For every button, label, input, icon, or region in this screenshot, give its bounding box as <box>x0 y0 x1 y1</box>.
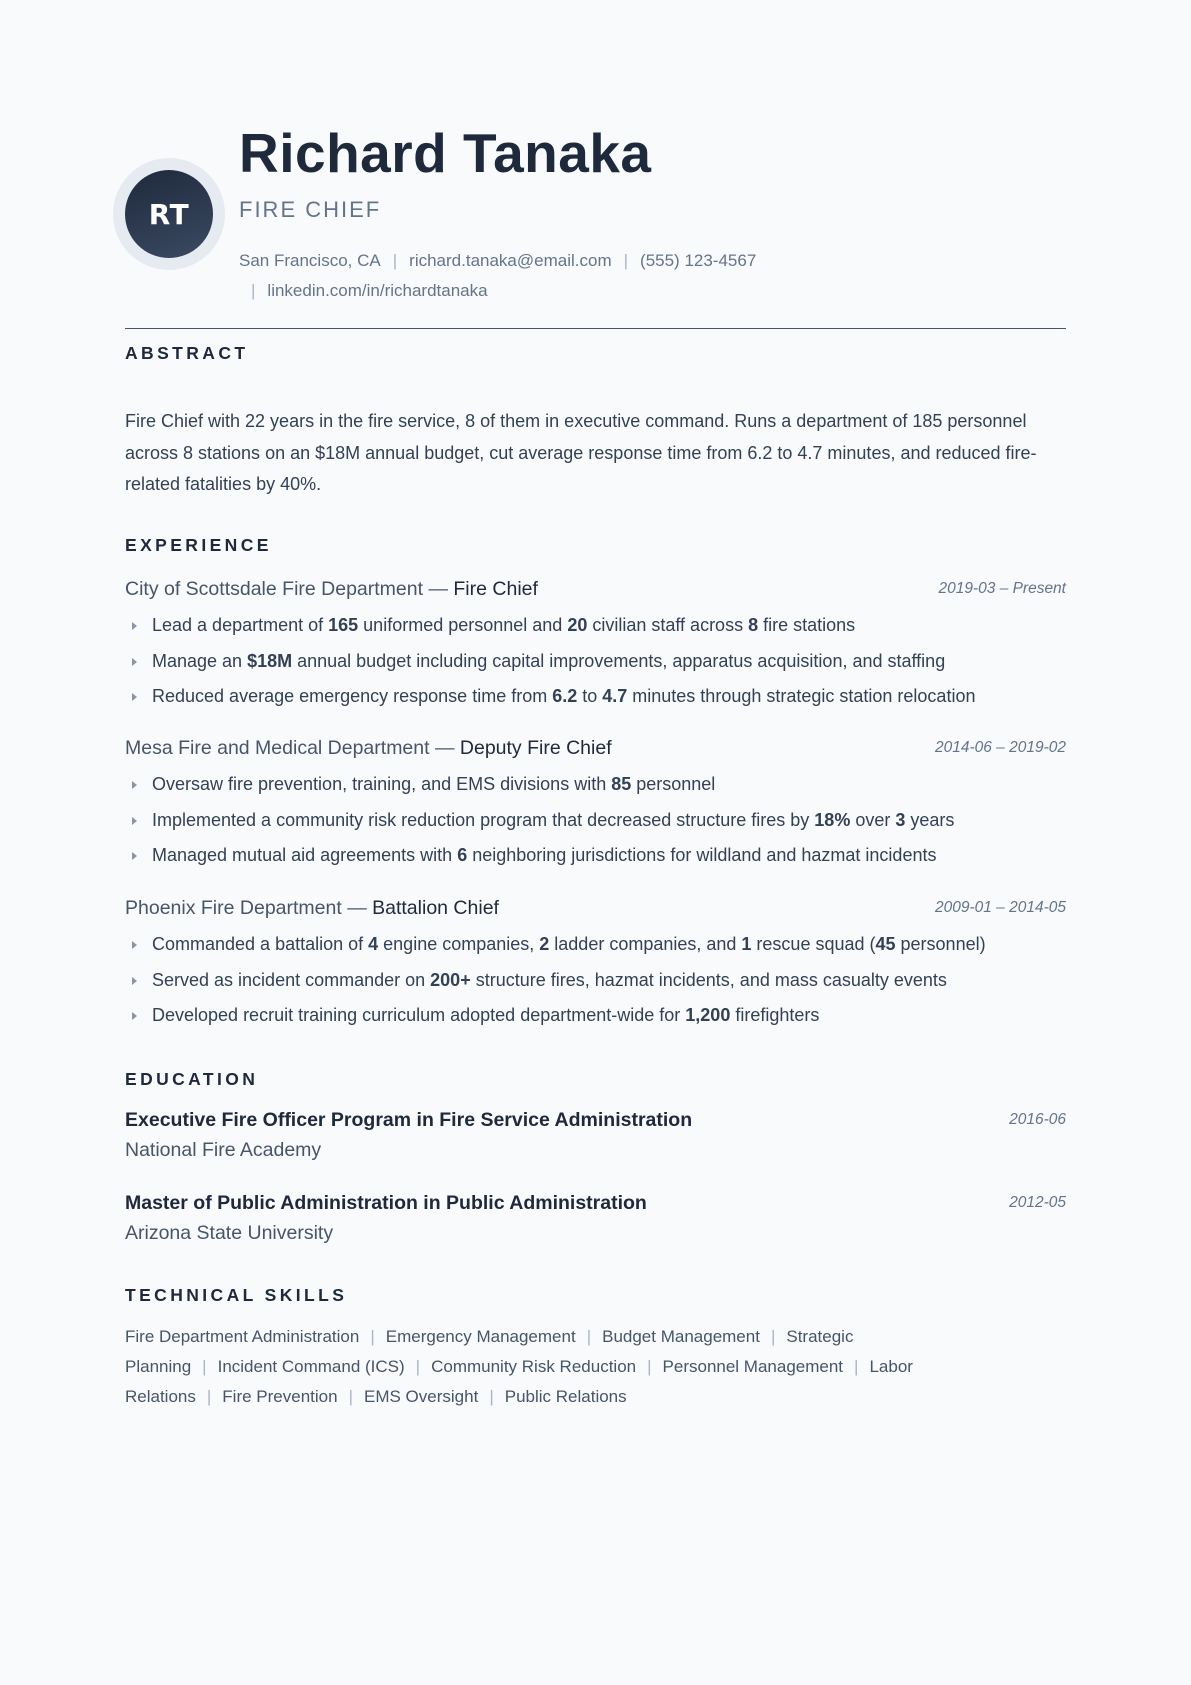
experience-company: City of Scottsdale Fire Department <box>125 578 424 600</box>
bullet-highlight: 6 <box>457 845 468 865</box>
bullet-highlight: 45 <box>875 934 896 954</box>
bullet-highlight: 2 <box>539 934 550 954</box>
bullet-text: Implemented a community risk reduction program that decreased structure fires by <box>152 809 815 830</box>
bullet-highlight: 3 <box>895 809 906 830</box>
bullet-highlight: 85 <box>611 774 632 794</box>
bullet-text: over <box>850 809 896 830</box>
bullet-text: ladder companies, and <box>549 934 742 954</box>
bullet-triangle-icon <box>132 781 137 789</box>
avatar: RT <box>125 170 213 258</box>
bullet-highlight: 200+ <box>430 969 471 990</box>
experience-dash: — <box>423 578 454 600</box>
experience-bullet <box>125 803 1066 839</box>
bullet-triangle-icon <box>132 693 137 701</box>
bullet-text: Manage an <box>152 650 248 671</box>
experience-header <box>125 574 1066 604</box>
bullet-triangle-icon <box>132 658 137 666</box>
experience-bullets <box>125 767 1066 874</box>
experience-bullet <box>125 998 1066 1034</box>
bullet-triangle-icon <box>132 1012 137 1020</box>
experience-item <box>125 574 1066 715</box>
bullet-highlight: 1 <box>741 934 752 954</box>
education-item <box>125 1188 1066 1248</box>
bullet-highlight: 165 <box>328 615 359 635</box>
bullet-triangle-icon <box>132 622 137 630</box>
bullet-triangle-icon <box>132 817 137 825</box>
education-item <box>125 1105 1066 1165</box>
skill-item: Budget Management <box>602 1327 760 1346</box>
experience-bullet <box>125 767 1066 803</box>
skill-separator: | <box>489 1387 494 1406</box>
resume-header <box>125 0 1066 330</box>
bullet-text: personnel) <box>895 934 986 954</box>
bullet-highlight: 8 <box>748 615 759 635</box>
experience-dash: — <box>341 897 373 919</box>
education-degree: Executive Fire Officer Program in Fire Service Administration <box>125 1109 693 1131</box>
bullet-highlight: 1,200 <box>685 1005 731 1025</box>
skill-item: Community Risk Reduction <box>431 1357 637 1376</box>
bullet-text: Commanded a battalion of <box>152 934 369 954</box>
experience-dash: — <box>429 737 460 759</box>
bullet-text: civilian staff across <box>587 615 749 635</box>
contact-info <box>239 246 859 306</box>
experience-company: Mesa Fire and Medical Department <box>125 737 430 759</box>
skill-item: Emergency Management <box>385 1327 576 1346</box>
skills-heading: TECHNICAL SKILLS <box>125 1285 348 1305</box>
skill-separator: | <box>770 1327 776 1346</box>
candidate-name: Richard Tanaka <box>239 122 652 184</box>
skill-item: Strategic Planning <box>125 1327 854 1376</box>
bullet-text: Lead a department of <box>152 615 329 635</box>
education-school: Arizona State University <box>125 1222 334 1244</box>
bullet-highlight: $18M <box>247 650 293 671</box>
skill-separator: | <box>370 1327 375 1346</box>
bullet-triangle-icon <box>132 941 137 949</box>
bullet-highlight: 18% <box>814 809 851 830</box>
bullet-text: Reduced average emergency response time from <box>152 686 553 706</box>
experience-dates: 2019-03 – Present <box>938 580 1066 597</box>
experience-role: Battalion Chief <box>372 897 499 919</box>
bullet-text: to <box>577 686 603 706</box>
experience-item <box>125 893 1066 1034</box>
skill-separator: | <box>586 1327 592 1346</box>
skill-item: Labor Relations <box>125 1357 913 1406</box>
experience-bullet <box>125 679 1066 715</box>
bullet-text: Developed recruit training curriculum adopted department-wide for <box>152 1005 686 1025</box>
experience-bullets <box>125 608 1066 715</box>
contact-location: San Francisco, CA <box>239 251 381 270</box>
skill-separator: | <box>854 1357 859 1376</box>
education-heading: EDUCATION <box>125 1069 259 1089</box>
skill-item: Personnel Management <box>662 1357 844 1376</box>
contact-separator: | <box>251 281 256 300</box>
bullet-text: engine companies, <box>378 934 540 954</box>
experience-bullet <box>125 838 1066 874</box>
experience-dates: 2009-01 – 2014-05 <box>934 899 1066 916</box>
skill-separator: | <box>206 1387 212 1406</box>
education-date: 2012-05 <box>1009 1194 1066 1211</box>
bullet-text: uniformed personnel and <box>358 615 568 635</box>
bullet-text: annual budget including capital improvements, apparatus acquisition, and staffing <box>292 650 946 671</box>
skill-item: Fire Prevention <box>222 1387 338 1406</box>
abstract-text: Fire Chief with 22 years in the fire service, 8 of them in executive command. Runs a department of 185 personnel across 8 stations on an $18M annual budget, cut average response time from 6.2 to 4.7 minutes, and reduced fire-related fatalities by 40%. <box>125 411 1037 494</box>
bullet-triangle-icon <box>132 977 137 985</box>
experience-role: Deputy Fire Chief <box>459 737 612 759</box>
experience-bullet <box>125 963 1066 999</box>
bullet-text: neighboring jurisdictions for wildland and hazmat incidents <box>467 845 937 865</box>
bullet-text: personnel <box>631 774 716 794</box>
bullet-text: Served as incident commander on <box>152 969 431 990</box>
bullet-text: Managed mutual aid agreements with <box>152 845 458 865</box>
experience-item <box>125 733 1066 874</box>
bullet-text: Oversaw fire prevention, training, and EMS divisions with <box>152 774 612 794</box>
skill-separator: | <box>647 1357 652 1376</box>
experience-bullet <box>125 644 1066 680</box>
contact-email[interactable]: richard.tanaka@email.com <box>409 251 612 270</box>
contact-separator: | <box>392 251 398 270</box>
bullet-highlight: 20 <box>567 615 588 635</box>
skill-item: Incident Command (ICS) <box>217 1357 405 1376</box>
bullet-triangle-icon <box>132 852 137 860</box>
skill-separator: | <box>415 1357 421 1376</box>
bullet-highlight: 4.7 <box>602 686 628 706</box>
skill-item: Fire Department Administration <box>125 1327 360 1346</box>
experience-header <box>125 733 1066 763</box>
bullet-text: minutes through strategic station relocation <box>627 686 976 706</box>
experience-company: Phoenix Fire Department <box>125 897 342 919</box>
bullet-highlight: 4 <box>368 934 379 954</box>
skill-separator: | <box>348 1387 353 1406</box>
experience-bullets <box>125 927 1066 1034</box>
bullet-text: structure fires, hazmat incidents, and mass casualty events <box>470 969 947 990</box>
bullet-text: firefighters <box>730 1005 820 1025</box>
experience-header <box>125 893 1066 923</box>
skill-item: EMS Oversight <box>364 1387 479 1406</box>
contact-phone[interactable]: (555) 123-4567 <box>640 251 757 270</box>
education-degree: Master of Public Administration in Public Administration <box>125 1192 647 1214</box>
skills-list <box>125 1322 965 1412</box>
experience-bullet <box>125 608 1066 644</box>
bullet-text: years <box>905 809 955 830</box>
job-title: FIRE CHIEF <box>239 197 382 222</box>
experience-role: Fire Chief <box>453 578 538 600</box>
resume-page <box>125 0 1066 1406</box>
contact-separator: | <box>623 251 629 270</box>
education-school: National Fire Academy <box>125 1139 322 1161</box>
education-date: 2016-06 <box>1009 1111 1066 1128</box>
experience-dates: 2014-06 – 2019-02 <box>934 739 1066 756</box>
abstract-heading: ABSTRACT <box>125 343 249 363</box>
skill-item: Public Relations <box>504 1387 627 1406</box>
experience-heading: EXPERIENCE <box>125 535 272 555</box>
skill-separator: | <box>202 1357 207 1376</box>
header-divider <box>125 328 1066 329</box>
bullet-highlight: 6.2 <box>552 686 578 706</box>
contact-linkedin[interactable]: linkedin.com/in/richardtanaka <box>267 281 488 300</box>
bullet-text: fire stations <box>758 615 856 635</box>
experience-bullet <box>125 927 1066 963</box>
bullet-text: rescue squad ( <box>751 934 876 954</box>
